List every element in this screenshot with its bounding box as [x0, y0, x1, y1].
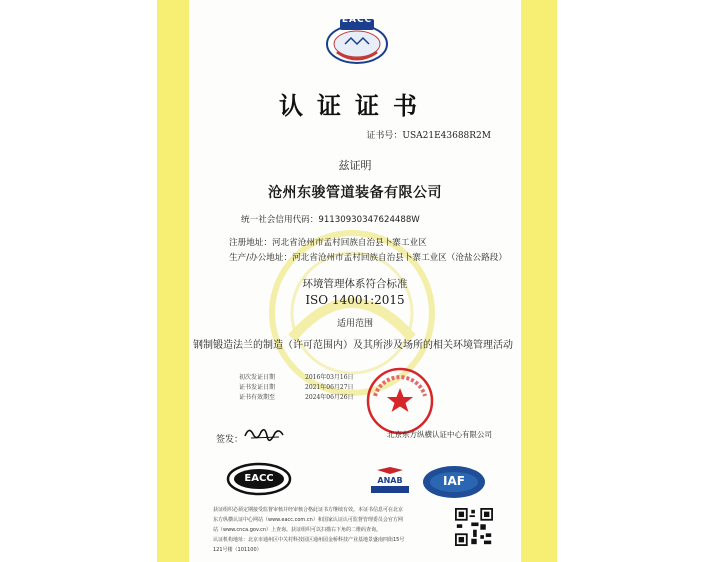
date-value: 2024年06月26日 — [305, 394, 354, 401]
footer-line: 东方纵横认证中心网站（www.eacc.com.cn）和国家认证认可监督管理委员会官方网 — [213, 517, 403, 523]
iaf-logo-text: IAF — [443, 474, 465, 488]
emblem-text: EACC — [341, 15, 373, 25]
credit-code-label: 统一社会信用代码： — [241, 215, 319, 225]
standard-value: ISO 14001:2015 — [305, 293, 405, 307]
footer-line: 121号楼（101100） — [213, 547, 262, 553]
page-title: 认证证书 — [279, 92, 431, 120]
date-row-expiry — [239, 392, 354, 401]
right-yellow-band — [521, 0, 557, 562]
hereby-text: 兹证明 — [338, 159, 372, 172]
left-yellow-band — [157, 0, 189, 562]
production-address-row — [229, 251, 507, 263]
company-name: 沧州东骏管道装备有限公司 — [268, 185, 442, 201]
eacc-logo-text: EACC — [244, 473, 274, 484]
footer-notes — [213, 505, 449, 555]
sign-label: 签发： — [216, 435, 244, 445]
certificate-number — [366, 128, 491, 141]
red-stamp-seal-icon — [365, 366, 435, 436]
scope-title: 适用范围 — [336, 319, 373, 329]
date-value: 2016年03月16日 — [305, 374, 354, 381]
production-address-value: 河北省沧州市孟村回族自治县卜寨工业区（沧盐公路段） — [292, 253, 507, 263]
footer-line: 获证组织必须定期接受监督审核并经审核合格此证书方继续有效。本证书信息可在北京 — [213, 507, 404, 513]
credit-code-value: 91130930347624488W — [318, 215, 420, 225]
date-label: 证书发证日期 — [239, 384, 276, 391]
registered-address-label: 注册地址： — [229, 238, 272, 248]
production-address-label: 生产/办公地址： — [229, 253, 293, 263]
credit-code-row — [241, 213, 420, 225]
footer-line: 认证机构地址：北京市通州区中关村科技园区通州园金桥科技产业基地景盛南四街15号 — [213, 537, 405, 543]
registered-address-row — [229, 236, 427, 248]
certificate-number-value: USA21E43688R2M — [402, 131, 491, 141]
date-label: 初次发证日期 — [239, 374, 276, 381]
date-value: 2021年06月27日 — [305, 384, 354, 391]
date-row-issue — [239, 382, 354, 391]
registered-address-value: 河北省沧州市孟村回族自治县卜寨工业区 — [271, 238, 427, 248]
issuer-name: 北京东方纵横认证中心有限公司 — [387, 430, 492, 439]
handwritten-signature-icon — [243, 424, 287, 442]
standard-title: 环境管理体系符合标准 — [302, 278, 408, 290]
certificate — [189, 0, 521, 562]
anab-logo-text: ANAB — [377, 476, 403, 485]
certificate-number-label: 证书号： — [366, 131, 403, 141]
scope-text: 钢制锻造法兰的制造（许可范围内）及其所涉及场所的相关环境管理活动 — [193, 340, 513, 351]
qr-code-icon[interactable] — [455, 508, 493, 546]
date-row-initial — [239, 372, 354, 381]
date-label: 证书有效期至 — [239, 394, 276, 401]
footer-line: 站（www.cnca.gov.cn）上查询。获证组织可以扫描右下角的二维码查询。 — [213, 527, 382, 533]
